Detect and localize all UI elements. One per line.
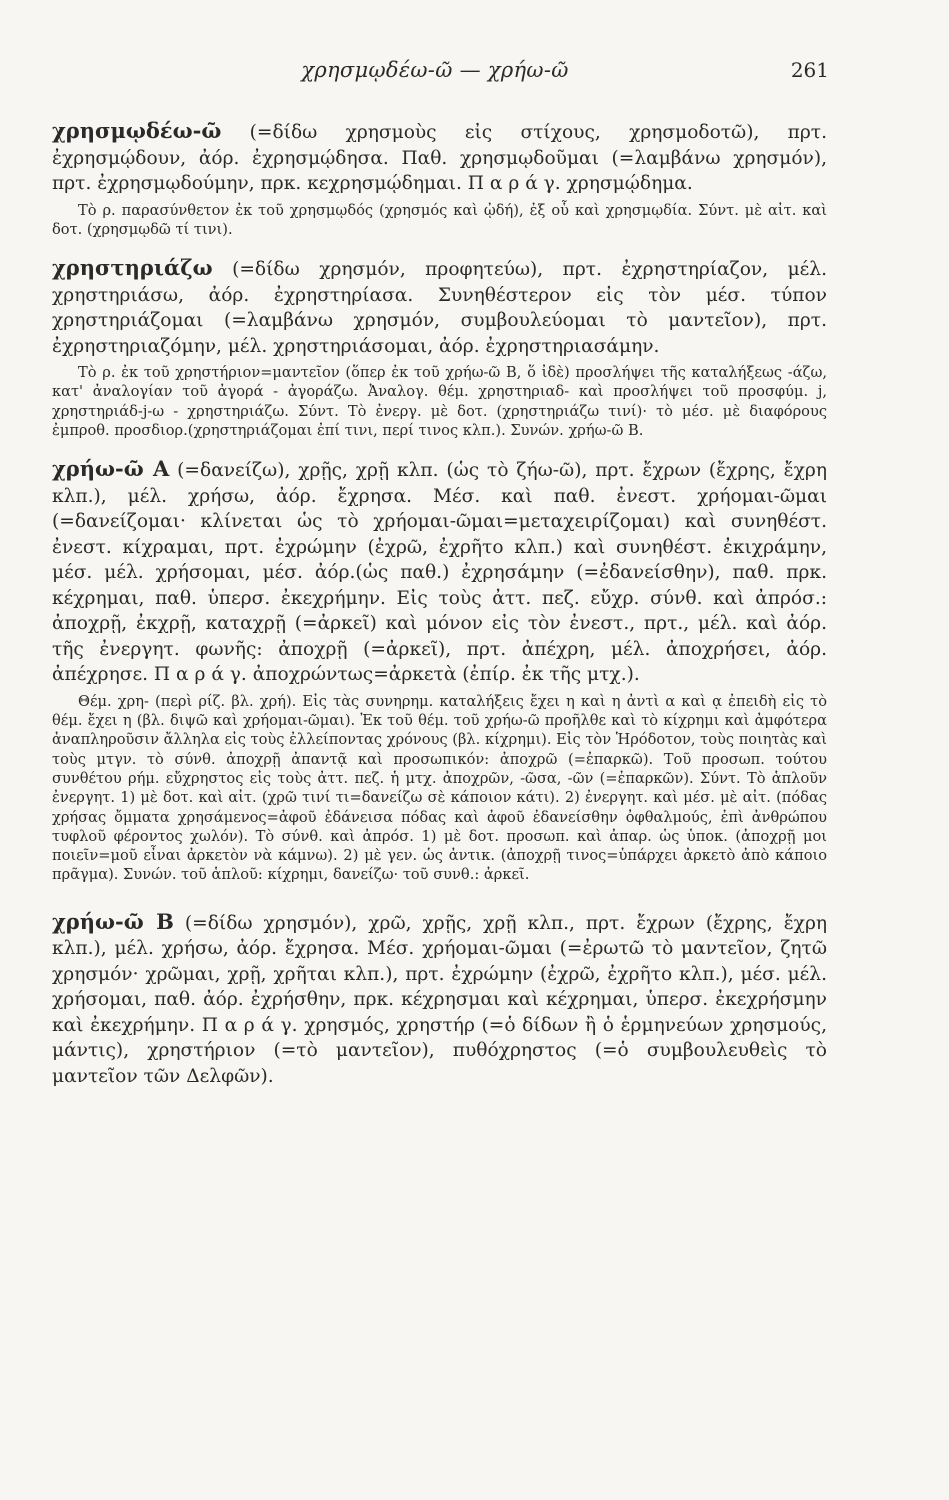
- entry-chresmodeo: [52, 118, 827, 239]
- entry-paragraph: [52, 255, 827, 359]
- page-number: 261: [790, 58, 829, 82]
- entry-body: (=δανείζω), χρῇς, χρῇ κλπ. (ὡς τὸ ζήω-ῶ), πρτ. ἔχρων (ἔχρης, ἔχρη κλπ.), μέλ. χρήσω, ἀόρ. ἔχρησα. Μέσ. καὶ παθ. ἐνεστ. χρήομαι-ῶμαι (=δανείζομαι· κλίνεται ὡς τὸ χρήομαι-ῶμαι=μεταχειρίζομαι) καὶ συνηθέστ. ἐνεστ. κίχραμαι, πρτ. ἐχρώμην (ἐχρῶ, ἐχρῆτο κλπ.) καὶ συνηθέστ. ἐκιχράμην, μέσ. μέλ. χρήσομαι, μέσ. ἀόρ.(ὡς παθ.) ἐχρησάμην (=ἐδανείσθην), παθ. πρκ. κέχρημαι, παθ. ὑπερσ. ἐκεχρήμην. Εἰς τοὺς ἀττ. πεζ. εὔχρ. σύνθ. καὶ ἀπρόσ.: ἀποχρῇ, ἐκχρῇ, καταχρῇ (=ἀρκεῖ) καὶ μόνον εἰς τὸν ἐνεστ., πρτ., μέλ. καὶ ἀόρ. τῆς ἐνεργητ. φωνῆς: ἀποχρῇ (=ἀρκεῖ), πρτ. ἀπέχρη, μέλ. ἀποχρήσει, ἀόρ. ἀπέχρησε. Π α ρ ά γ. ἀποχρώντως=ἀρκετὰ (ἐπίρ. ἐκ τῆς μτχ.).: [52, 460, 827, 686]
- entry-separator: [52, 885, 827, 909]
- entry-paragraph: [52, 456, 827, 688]
- entry-lemma: χρησμῳδέω-ῶ: [52, 118, 222, 143]
- entry-separator: [52, 440, 827, 456]
- entry-note: Τὸ ρ. παρασύνθετον ἐκ τοῦ χρησμῳδός (χρησμός καὶ ᾠδή), ἐξ οὗ καὶ χρησμῳδία. Σύντ. μὲ αἰτ. καὶ δοτ. (χρησμῳδῶ τί τινι).: [52, 201, 827, 238]
- entry-lemma: χρήω-ῶ Α: [52, 456, 170, 482]
- entry-lemma: χρήω-ῶ Β: [52, 908, 174, 934]
- entry-body: (=δίδω χρησμοὺς εἰς στίχους, χρησμοδοτῶ), πρτ. ἐχρησμῴδουν, ἀόρ. ἐχρησμῴδησα. Παθ. χρησμῳδοῦμαι (=λαμβάνω χρησμόν), πρτ. ἐχρησμῳδούμην, πρκ. κεχρησμῴδημαι. Π α ρ ά γ. χρησμῴδημα.: [52, 122, 827, 194]
- entry-paragraph: [52, 909, 827, 1090]
- entry-chreo-b: [52, 909, 827, 1090]
- entry-note: Τὸ ρ. ἐκ τοῦ χρηστήριον=μαντεῖον (ὅπερ ἐκ τοῦ χρήω-ῶ Β, ὅ ἰδὲ) προσλήψει τῆς καταλήξεως -άζω, κατ' ἀναλογίαν τοῦ ἀγορά - ἀγοράζω. Ἀναλογ. θέμ. χρηστηριαδ- καὶ προσλήψει τοῦ προσφύμ. j, χρηστηριάδ-j-ω - χρηστηριάζω. Σύντ. Τὸ ἐνεργ. μὲ δοτ. (χρηστηριάζω τινί)· τὸ μέσ. μὲ διαφόρους ἐμπροθ. προσδιορ.(χρηστηριάζομαι ἐπί τινι, περί τινος κλπ.). Συνών. χρήω-ῶ Β.: [52, 364, 827, 439]
- entry-body: (=δίδω χρησμόν, προφητεύω), πρτ. ἐχρηστηρίαζον, μέλ. χρηστηριάσω, ἀόρ. ἐχρηστηρίασα. Συνηθέστερον εἰς τὸν μέσ. τύπον χρηστηριάζομαι (=λαμβάνω χρησμόν, συμβουλεύομαι τὸ μαντεῖον), πρτ. ἐχρηστηριαζόμην, μέλ. χρηστηριάσομαι, ἀόρ. ἐχρηστηριασάμην.: [52, 259, 827, 357]
- entry-note: Θέμ. χρη- (περὶ ρίζ. βλ. χρή). Εἰς τὰς συνηρημ. καταλήξεις ἔχει η καὶ η ἀντὶ α καὶ ᾳ ἐπειδὴ εἰς τὸ θέμ. ἔχει η (βλ. διψῶ καὶ χρήομαι-ῶμαι). Ἐκ τοῦ θέμ. τοῦ χρήω-ῶ προῆλθε καὶ τὸ κίχρημι καὶ ἀμφότερα ἀναπληροῦσιν ἄλληλα εἰς τοὺς ἐλλείποντας χρόνους (βλ. κίχρημι). Εἰς τὸν Ἡρόδοτον, τοὺς ποιητὰς καὶ τοὺς μτγν. τὸ σύνθ. ἀποχρῇ ἀπαντᾷ καὶ προσωπικόν: ἀποχρῶ (=ἐπαρκῶ). Τοῦ προσωπ. τούτου συνθέτου ρήμ. εὔχρηστος εἰς τοὺς ἀττ. πεζ. ἡ μτχ. ἀποχρῶν, -ῶσα, -ῶν (=ἐπαρκῶν). Σύντ. Τὸ ἁπλοῦν ἐνεργητ. 1) μὲ δοτ. καὶ αἰτ. (χρῶ τινί τι=δανείζω σὲ κάποιον κάτι). 2) ἐνεργητ. καὶ μέσ. μὲ αἰτ. (πόδας χρήσας ὄμματα χρησάμενος=ἀφοῦ ἐδάνεισα πόδας καὶ ἀφοῦ ἐδανείσθην ὀφθαλμούς, ἐπὶ ἀνθρώπου τυφλοῦ φέροντος χωλόν). Τὸ σύνθ. καὶ ἀπρόσ. 1) μὲ δοτ. προσωπ. καὶ ἀπαρ. ὡς ὑποκ. (ἀποχρῇ μοι ποιεῖν=μοῦ εἶναι ἀρκετὸν νὰ κάμνω). 2) μὲ γεν. ὡς ἀντικ. (ἀποχρῇ τινος=ὑπάρχει ἀρκετὸ ἀπὸ κάποιο πρᾶγμα). Συνών. τοῦ ἁπλοῦ: κίχρημι, δανείζω· τοῦ συνθ.: ἀρκεῖ.: [52, 692, 827, 884]
- entry-body: (=δίδω χρησμόν), χρῶ, χρῇς, χρῇ κλπ., πρτ. ἔχρων (ἔχρης, ἔχρη κλπ.), μέλ. χρήσω, ἀόρ. ἔχρησα. Μέσ. χρήομαι-ῶμαι (=ἐρωτῶ τὸ μαντεῖον, ζητῶ χρησμόν· χρῶμαι, χρῇ, χρῆται κλπ.), πρτ. ἐχρώμην (ἐχρῶ, ἐχρῆτο κλπ.), μέσ. μέλ. χρήσομαι, παθ. ἀόρ. ἐχρήσθην, πρκ. κέχρησμαι καὶ κέχρημαι, ὑπερσ. ἐκεχρήσμην καὶ ἐκεχρήμην. Π α ρ ά γ. χρησμός, χρηστήρ (=ὁ δίδων ἢ ὁ ἑρμηνεύων χρησμούς, μάντις), χρηστήριον (=τὸ μαντεῖον), πυθόχρηστος (=ὁ συμβουλευθεὶς τὸ μαντεῖον τῶν Δελφῶν).: [52, 912, 828, 1087]
- entry-chreo-a: [52, 456, 827, 884]
- entry-separator: [52, 239, 827, 255]
- running-head: χρησμῳδέω-ῶ — χρήω-ῶ: [301, 58, 569, 82]
- entry-lemma: χρηστηριάζω: [52, 255, 213, 281]
- page-content: [52, 118, 827, 1089]
- entry-chresteriazo: [52, 255, 827, 440]
- entry-paragraph: [52, 118, 827, 197]
